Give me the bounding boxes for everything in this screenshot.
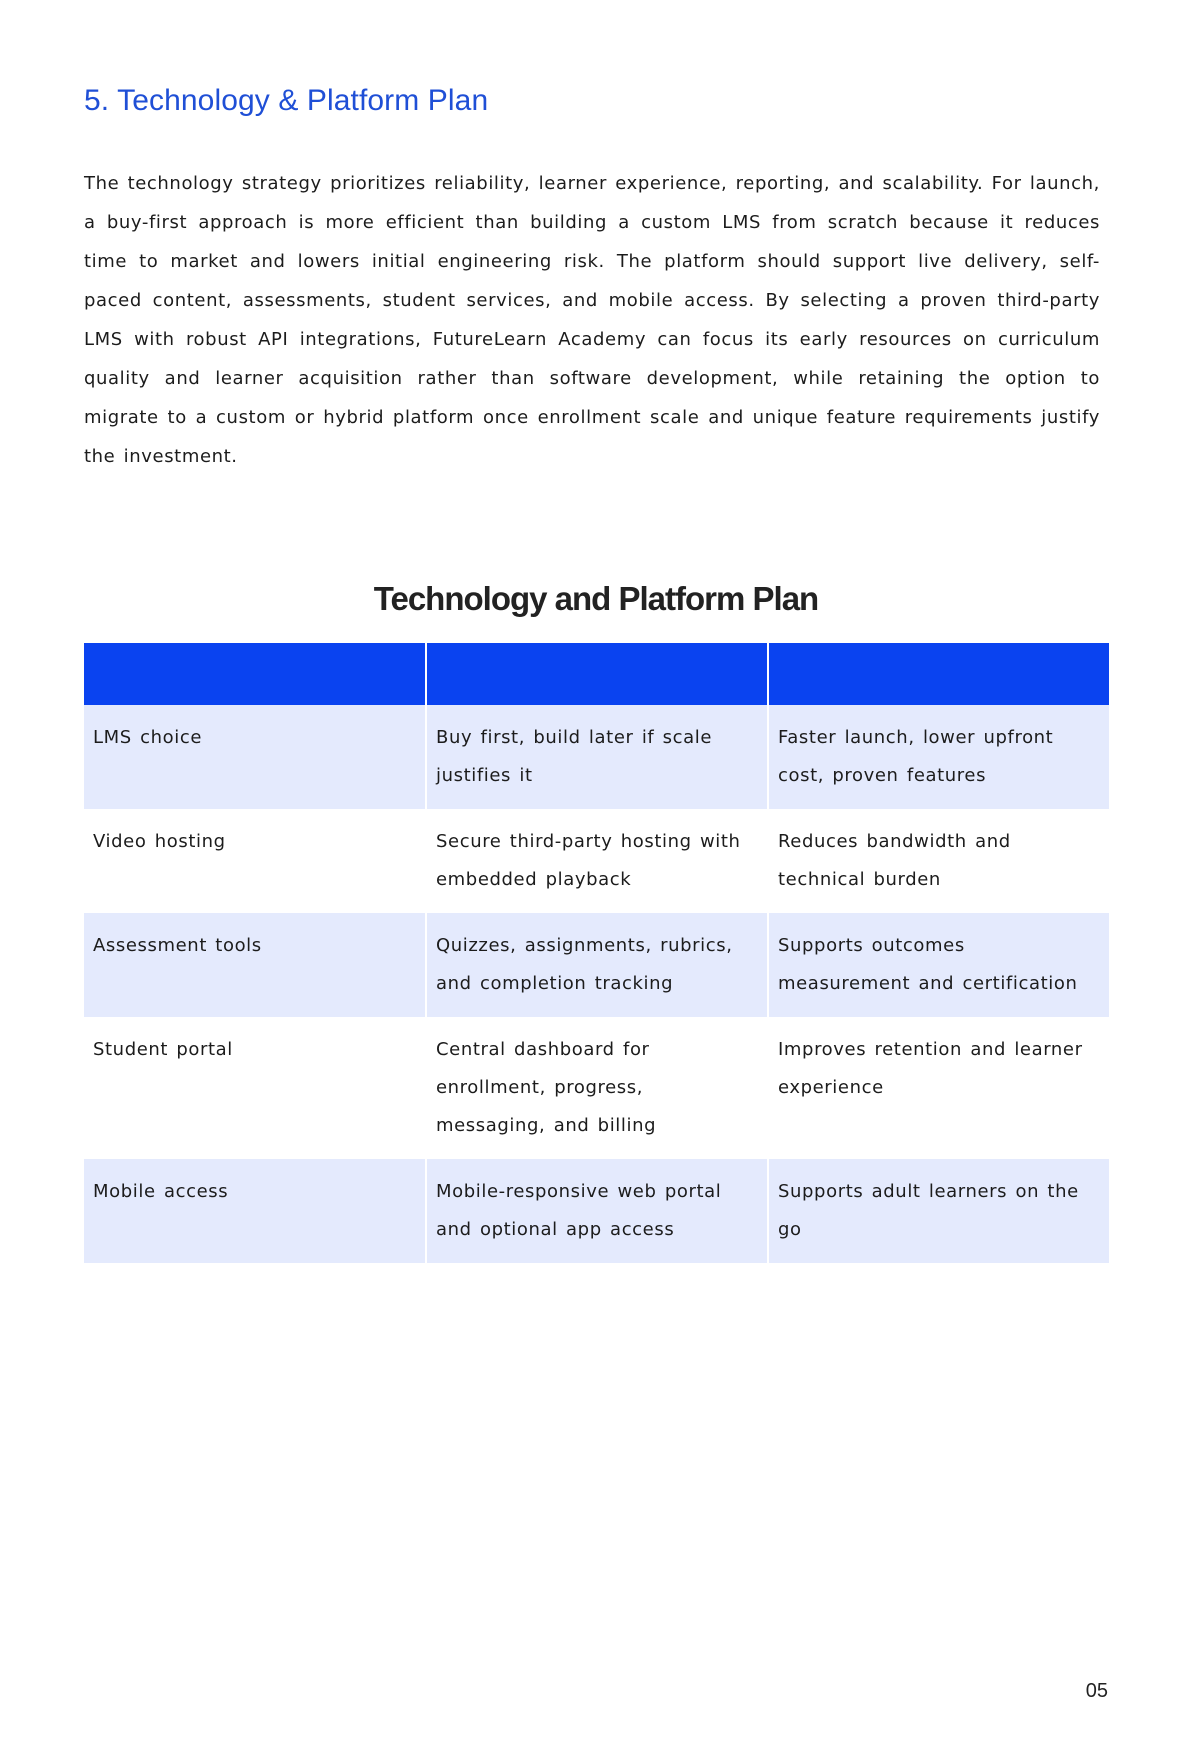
section-heading: 5. Technology & Platform Plan [84,84,489,117]
page-number: 05 [1085,1680,1108,1702]
intro-paragraph: The technology strategy prioritizes reliability, learner experience, reporting, and scalability. For launch, a buy-first approach is more efficient than building a custom LMS from scratch because it reduces time to market and lowers initial engineering risk. The platform should support live delivery, self-paced content, assessments, student services, and mobile access. By selecting a proven third-party LMS with robust API integrations, FutureLearn Academy can focus its early resources on curriculum quality and learner acquisition rather than software development, while retaining the option to migrate to a custom or hybrid platform once enrollment scale and unique feature requirements justify the investment. [84,173,1100,467]
table-cell: Supports adult learners on the go [768,1159,1109,1263]
table-title: Technology and Platform Plan [373,580,819,617]
table-cell: Quizzes, assignments, rubrics, and completion tracking [426,913,768,1017]
table-header-row [84,643,1109,705]
table-cell: Secure third-party hosting with embedded playback [426,809,768,913]
table-header-cell [426,643,768,705]
table-cell: Assessment tools [84,913,426,1017]
table-cell: Mobile-responsive web portal and optional app access [426,1159,768,1263]
table-cell: Central dashboard for enrollment, progress, messaging, and billing [426,1017,768,1159]
table-cell: LMS choice [84,705,426,809]
table-header-cell [84,643,426,705]
table-cell: Mobile access [84,1159,426,1263]
technology-plan-table [84,643,1109,1263]
table-row [84,809,1109,913]
table-cell: Supports outcomes measurement and certification [768,913,1109,1017]
table-row [84,913,1109,1017]
table-cell: Improves retention and learner experience [768,1017,1109,1159]
table-cell: Buy first, build later if scale justifies it [426,705,768,809]
table-cell: Reduces bandwidth and technical burden [768,809,1109,913]
table-cell: Student portal [84,1017,426,1159]
table-row [84,1017,1109,1159]
table-row [84,1159,1109,1263]
table-header-cell [768,643,1109,705]
table-row [84,705,1109,809]
table-cell: Faster launch, lower upfront cost, proven features [768,705,1109,809]
table-cell: Video hosting [84,809,426,913]
